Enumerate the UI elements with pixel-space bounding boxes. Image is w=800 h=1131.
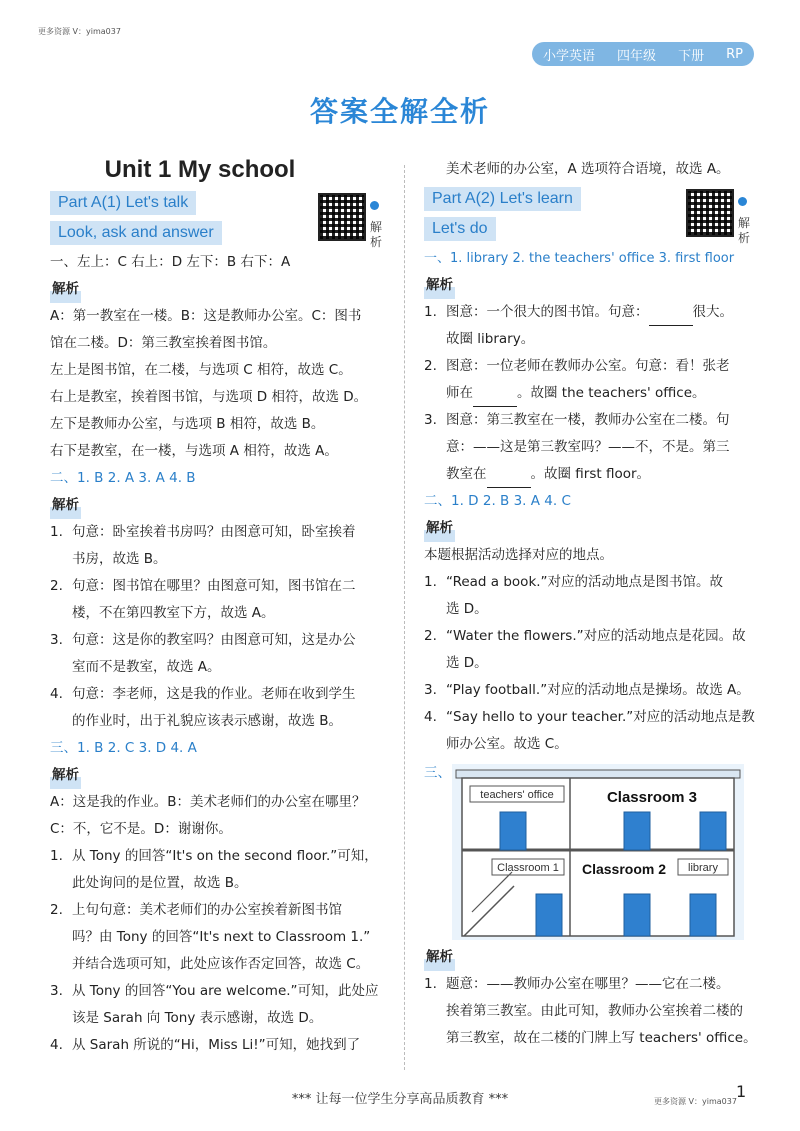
answers: 1. D 2. B 3. A 4. C (451, 493, 571, 509)
text-line: 从 Sarah 所说的“Hi，Miss Li!”可知，她找到了 (72, 1037, 361, 1053)
sign-classroom1: Classroom 1 (497, 862, 559, 874)
text-line: 馆在二楼。D：第三教室挨着图书馆。 (50, 335, 277, 351)
item-number: 3. (424, 412, 437, 428)
text: 。故圈 the teachers' office。 (517, 385, 706, 401)
text-line: 右上是教室，挨着图书馆，与选项 D 相符，故选 D。 (50, 389, 368, 405)
sign-classroom2: Classroom 2 (581, 861, 667, 877)
list-item (424, 299, 764, 353)
text-line: A：这是我的作业。B：美术老师们的办公室在哪里？ (50, 794, 366, 810)
answers: 1. B 2. C 3. D 4. A (77, 740, 197, 756)
text-line: 从 Tony 的回答“You are welcome.”可知，此处应 (72, 983, 379, 999)
list-item (50, 519, 390, 573)
list-item (424, 407, 764, 488)
part-label: Part A(1) Let's talk (50, 191, 196, 215)
jiexi-label: 解析 (424, 944, 455, 971)
item-number: 1. (424, 304, 437, 320)
sign-library: library (688, 862, 718, 874)
right-s3-items (424, 971, 764, 1052)
item-number: 2. (424, 358, 437, 374)
right-column (424, 156, 764, 1052)
qr-label: 解析 (370, 220, 383, 249)
text: 图意：一个很大的图书馆。句意： (446, 304, 649, 320)
blank (487, 471, 531, 488)
subject-badge (532, 42, 754, 66)
text: 师在 (446, 385, 473, 401)
building-illustration (452, 764, 744, 940)
text-line (446, 299, 733, 326)
activity-label: Look, ask and answer (50, 221, 222, 245)
list-item (50, 627, 390, 681)
text-line: 图意：第三教室在一楼，教师办公室在二楼。句 (446, 412, 730, 428)
blank (473, 390, 517, 407)
qr-label: 解析 (738, 216, 751, 245)
text-line: 吗？由 Tony 的回答“It's next to Classroom 1.” (72, 929, 371, 945)
text: 很大。 (692, 304, 733, 320)
s3-answer (50, 735, 390, 762)
list-item (50, 897, 390, 978)
text-line: 故圈 library。 (446, 331, 535, 347)
text-line: “Say hello to your teacher.”对应的活动地点是教 (446, 709, 755, 725)
text-line: 楼，不在第四教室下方，故选 A。 (72, 605, 275, 621)
item-number: 3. (50, 632, 63, 648)
text-line: 师办公室。故选 C。 (446, 736, 568, 752)
text-line: 意：——这是第三教室吗？——不，不是。第三 (446, 439, 730, 455)
text-line: 图意：一位老师在教师办公室。句意：看！张老 (446, 358, 730, 374)
list-item (424, 971, 764, 1052)
text-line: 句意：这是你的教室吗？由图意可知，这是办公 (72, 632, 356, 648)
page-number: 1 (736, 1082, 747, 1101)
text-line (446, 380, 730, 407)
text-line: 题意：——教师办公室在哪里？——它在二楼。 (446, 976, 730, 992)
jiexi-label: 解析 (50, 492, 81, 519)
badge-subject: 小学英语 (543, 48, 596, 64)
top-left-note: 更多资源 V：yima037 (38, 27, 121, 36)
text-line: A：第一教室在一楼。B：这是教师办公室。C：图书 (50, 308, 362, 324)
s2-answer (50, 465, 390, 492)
list-item (50, 843, 390, 897)
answers: 1. library 2. the teachers' office 3. first floor (450, 251, 735, 266)
text-line: 选 D。 (446, 601, 488, 617)
item-number: 4. (50, 1037, 63, 1053)
text-line: 左上是图书馆，在二楼，与选项 C 相符，故选 C。 (50, 362, 352, 378)
door (624, 812, 650, 850)
door (500, 812, 526, 850)
list-item (424, 623, 764, 677)
footer-slogan: *** 让每一位学生分享高品质教育 *** (291, 1092, 509, 1107)
section-number: 三、 (424, 765, 451, 781)
s1-answer: 一、左上：C 右上：D 左下：B 右下：A (50, 254, 291, 270)
text-line: “Play football.”对应的活动地点是操场。故选 A。 (446, 682, 750, 698)
sign-classroom3: Classroom 3 (606, 789, 698, 806)
qr-code[interactable] (686, 189, 734, 237)
continued-line: 美术老师的办公室，A 选项符合语境，故选 A。 (446, 161, 730, 177)
text-line: 句意：卧室挨着书房吗？由图意可知，卧室挨着 (72, 524, 356, 540)
blank (649, 309, 693, 326)
door (536, 894, 562, 936)
left-part-header (50, 189, 390, 249)
play-icon[interactable] (738, 197, 747, 206)
text-line: 左下是教师办公室，与选项 B 相符，故选 B。 (50, 416, 325, 432)
right-s2-items (424, 569, 764, 758)
text-line: 的作业时，出于礼貌应该表示感谢，故选 B。 (72, 713, 343, 729)
list-item (50, 1032, 390, 1059)
door (700, 812, 726, 850)
right-part-header (424, 183, 764, 245)
column-divider (404, 165, 405, 1070)
item-number: 3. (424, 682, 437, 698)
item-number: 1. (424, 574, 437, 590)
item-number: 3. (50, 983, 63, 999)
text-line (446, 461, 730, 488)
text: 教室在 (446, 466, 487, 482)
qr-side (738, 189, 752, 246)
list-item (424, 353, 764, 407)
qr-side (370, 193, 384, 250)
item-number: 4. (424, 709, 437, 725)
left-s3-items (50, 843, 390, 1059)
text-line: C：不，它不是。D：谢谢你。 (50, 821, 232, 837)
text-line: 室而不是教室，故选 A。 (72, 659, 221, 675)
item-number: 2. (424, 628, 437, 644)
text-line: 选 D。 (446, 655, 488, 671)
activity-label: Let's do (424, 217, 496, 241)
item-number: 1. (50, 524, 63, 540)
s2-answer (424, 488, 764, 515)
jiexi-label: 解析 (50, 762, 81, 789)
item-number: 2. (50, 902, 63, 918)
jiexi-label: 解析 (50, 276, 81, 303)
door (624, 894, 650, 936)
page-title: 答案全解全析 (309, 95, 490, 128)
sign-teachers-office: teachers' office (480, 789, 554, 801)
s2-intro: 本题根据活动选择对应的地点。 (424, 547, 613, 563)
badge-grade: 四年级 (617, 48, 657, 64)
qr-code[interactable] (318, 193, 366, 241)
list-item (50, 681, 390, 735)
list-item (424, 569, 764, 623)
s1-answer (424, 245, 764, 272)
jiexi-label: 解析 (424, 515, 455, 542)
part-label: Part A(2) Let's learn (424, 187, 581, 211)
play-icon[interactable] (370, 201, 379, 210)
bottom-right-note: 更多资源 V：yima037 (654, 1097, 737, 1106)
list-item (50, 573, 390, 627)
text-line: 句意：图书馆在哪里？由图意可知，图书馆在二 (72, 578, 356, 594)
text-line: 从 Tony 的回答“It's on the second floor.”可知， (72, 848, 378, 864)
text-line: 挨着第三教室。由此可知，教师办公室挨着二楼的 (446, 1003, 743, 1019)
left-s2-items (50, 519, 390, 735)
jiexi-label: 解析 (424, 272, 455, 299)
list-item (424, 704, 764, 758)
list-item (424, 677, 764, 704)
badge-edition: RP (726, 46, 743, 62)
item-number: 1. (50, 848, 63, 864)
answers: 1. B 2. A 3. A 4. B (77, 470, 196, 486)
door (690, 894, 716, 936)
text-line: 此处询问的是位置，故选 B。 (72, 875, 248, 891)
unit-title: Unit 1 My school (104, 156, 296, 183)
text-line: “Water the flowers.”对应的活动地点是花园。故 (446, 628, 746, 644)
text-line: 并结合选项可知，此处应该作否定回答，故选 C。 (72, 956, 370, 972)
text-line: 书房，故选 B。 (72, 551, 167, 567)
list-item (50, 978, 390, 1032)
section-number: 一、 (424, 251, 451, 266)
badge-volume: 下册 (678, 48, 705, 64)
text-line: 上句句意：美术老师们的办公室挨着新图书馆 (72, 902, 342, 918)
item-number: 2. (50, 578, 63, 594)
text-line: 该是 Sarah 向 Tony 表示感谢，故选 D。 (72, 1010, 323, 1026)
section-number: 三、 (50, 740, 77, 756)
item-number: 4. (50, 686, 63, 702)
text-line: “Read a book.”对应的活动地点是图书馆。故 (446, 574, 724, 590)
text-line: 句意：李老师，这是我的作业。老师在收到学生 (72, 686, 356, 702)
text-line: 右下是教室，在一楼，与选项 A 相符，故选 A。 (50, 443, 338, 459)
item-number: 1. (424, 976, 437, 992)
left-column (50, 156, 390, 1059)
text-line: 第三教室，故在二楼的门牌上写 teachers' office。 (446, 1030, 757, 1046)
section-number: 二、 (424, 493, 451, 509)
section-number: 二、 (50, 470, 77, 486)
building-figure (424, 760, 764, 944)
text: 。故圈 first floor。 (530, 466, 651, 482)
